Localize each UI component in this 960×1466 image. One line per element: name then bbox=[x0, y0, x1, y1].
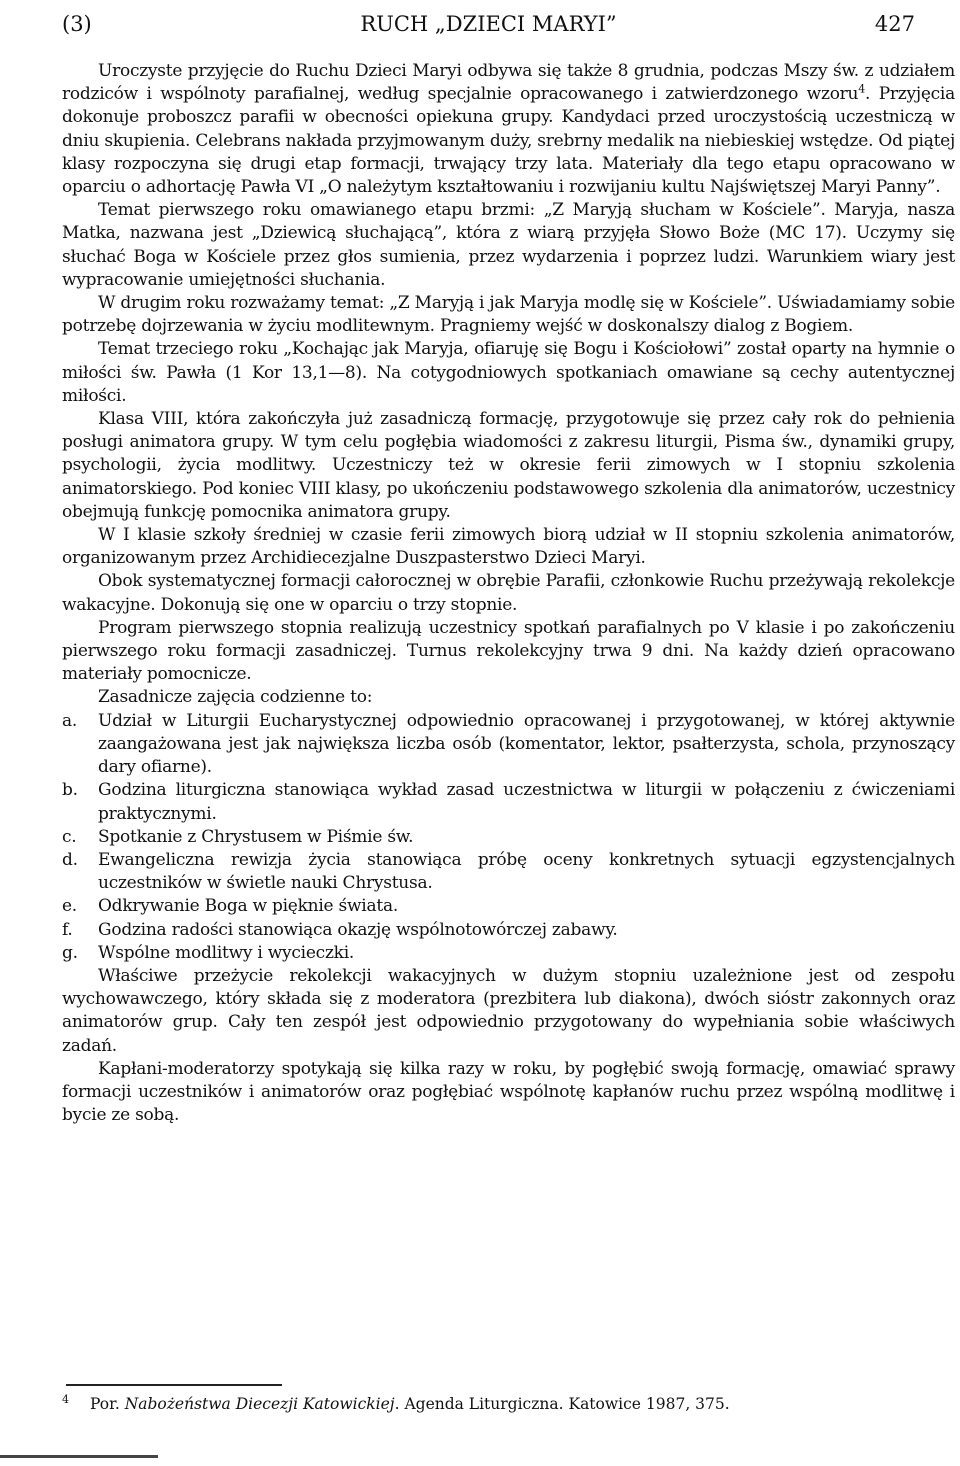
list-marker: e. bbox=[62, 896, 77, 917]
list-marker: c. bbox=[62, 826, 77, 847]
list-marker: a. bbox=[62, 710, 78, 731]
paragraph-6: W I klasie szkoły średniej w czasie ferii zimowych biorą udział w II stopniu szkolenia animatorów, organizowanym przez Archidiecezjalne Duszpasterstwo Dzieci Maryi. bbox=[62, 525, 955, 569]
footnote bbox=[62, 1393, 960, 1415]
page-header bbox=[62, 8, 915, 40]
list-item: f. Godzina radości stanowiąca okazję wspólnotowórczej zabawy. bbox=[62, 919, 955, 942]
paragraph-1: Uroczyste przyjęcie do Ruchu Dzieci Maryi odbywa się także 8 grudnia, podczas Mszy św. z udziałem rodziców i wspólnoty parafialnej, według specjalnie opracowanego i zatwierdzonego wzoru$^4$. Przyjęcia dokonuje proboszcz parafii w obecności opiekuna grupy. Kandydaci przed uroczystością uczestniczą w dniu skupienia. Celebrans nakłada przyjmowanym duży, srebrny medalik na niebieskiej wstędze. Od piątej klasy rozpoczyna się drugi etap formacji, trwający trzy lata. Materiały dla tego etapu opracowano w oparciu o adhortację Pawła VI „O należytym kształtowaniu i rozwijaniu kultu Najświętszej Maryi Panny”. bbox=[62, 61, 956, 198]
list-item: a. Udział w Liturgii Eucharystycznej odpowiednio opracowanej i przygotowanej, w której aktywnie zaangażowana jest jak największa liczba osób (komentator, lektor, psałterzysta, schola, przynoszący dary ofiarne). bbox=[62, 710, 955, 778]
list-marker: g. bbox=[62, 942, 78, 963]
paragraph-9: Właściwe przeżycie rekolekcji wakacyjnych w dużym stopniu uzależnione jest od zespołu wychowawczego, który składa się z moderatora (prezbitera lub diakona), dwóch sióstr zakonnych oraz animatorów grup. Cały ten zespół jest odpowiednio przygotowany do wypełniania sobie właściwych zadań. bbox=[62, 965, 955, 1056]
paragraph-8: Program pierwszego stopnia realizują uczestnicy spotkań parafialnych po V klasie i po zakończeniu pierwszego roku formacji zasadniczej. Turnus rekolekcyjny trwa 9 dni. Na każdy dzień opracowano materiały pomocnicze. bbox=[62, 617, 955, 685]
paragraph-7: Obok systematycznej formacji całorocznej w obrębie Parafii, członkowie Ruchu przeżywają rekolekcje wakacyjne. Dokonują się one w oparciu o trzy stopnie. bbox=[62, 571, 955, 615]
footnote-mark: 4 bbox=[62, 1393, 69, 1406]
footnote-divider bbox=[66, 1384, 282, 1386]
list-item: e. Odkrywanie Boga w pięknie świata. bbox=[62, 895, 955, 918]
activities-list bbox=[62, 710, 955, 965]
page-number: 427 bbox=[874, 12, 915, 36]
bottom-rule bbox=[0, 1455, 158, 1458]
footnote-title: Nabożeństwa Diecezji Katowickiej bbox=[124, 1395, 395, 1413]
paragraph-3: W drugim roku rozważamy temat: „Z Maryją i jak Maryja modlę się w Kościele”. Uświadamiamy sobie potrzebę dojrzewania w życiu modlitewnym. Pragniemy wejść w doskonalszy dialog z Bogiem. bbox=[62, 293, 955, 337]
list-marker: d. bbox=[62, 849, 78, 870]
list-marker: f. bbox=[62, 919, 73, 940]
paragraph-4: Temat trzeciego roku „Kochając jak Maryja, ofiaruję się Bogu i Kościołowi” został oparty na hymnie o miłości św. Pawła (1 Kor 13,1—8). Na cotygodniowych spotkaniach omawiane są cechy autentycznej miłości. bbox=[62, 339, 955, 406]
paragraph-2: Temat pierwszego roku omawianego etapu brzmi: „Z Maryją słucham w Kościele”. Maryja, nasza Matka, nazwana jest „Dziewicą słuchającą”, która z wiarą przyjęła Słowo Boże (MC 17). Uczymy się słuchać Boga w Kościele przez głos sumienia, przez wydarzenia i poprzez ludzi. Warunkiem wiary jest wypracowanie umiejętności słuchania. bbox=[62, 200, 955, 290]
paragraph-5: Klasa VIII, która zakończyła już zasadniczą formację, przygotowuje się przez cały rok do pełnienia posługi animatora grupy. W tym celu pogłębia wiadomości z zakresu liturgii, Pisma św., dynamiki grupy, psychologii, życia modlitwy. Uczestniczy też w okresie ferii zimowych w I stopniu szkolenia animatorskiego. Pod koniec VIII klasy, po ukończeniu podstawowego szkolenia dla animatorów, uczestnicy obejmują funkcję pomocnika animatora grupy. bbox=[62, 409, 955, 522]
paragraph-10: Kapłani-moderatorzy spotykają się kilka razy w roku, by pogłębić swoją formację, omawiać sprawy formacji uczestników i animatorów oraz pogłębiać wspólnotę kapłanów ruchu przez wspólną modlitwę i bycie ze sobą. bbox=[62, 1058, 955, 1126]
main-text bbox=[62, 60, 955, 1127]
list-item: d. Ewangeliczna rewizja życia stanowiąca próbę oceny konkretnych sytuacji egzystencjalnych uczestników w świetle nauki Chrystusa. bbox=[62, 849, 955, 894]
footnote-rest: . Agenda Liturgiczna. Katowice 1987, 375. bbox=[394, 1395, 730, 1413]
list-item: b. Godzina liturgiczna stanowiąca wykład zasad uczestnictwa w liturgii w połączeniu z ćwiczeniami praktycznymi. bbox=[62, 780, 955, 824]
list-item: g. Wspólne modlitwy i wycieczki. bbox=[62, 942, 955, 965]
section-number: (3) bbox=[62, 12, 92, 36]
list-item: c. Spotkanie z Chrystusem w Piśmie św. bbox=[62, 826, 955, 849]
footnote-prefix: Por. bbox=[90, 1395, 125, 1413]
footnote-reference[interactable]: 4 bbox=[858, 82, 866, 96]
running-title: RUCH „DZIECI MARYI” bbox=[360, 12, 617, 36]
list-marker: b. bbox=[62, 780, 78, 801]
list-intro: Zasadnicze zajęcia codzienne to: bbox=[98, 687, 373, 708]
